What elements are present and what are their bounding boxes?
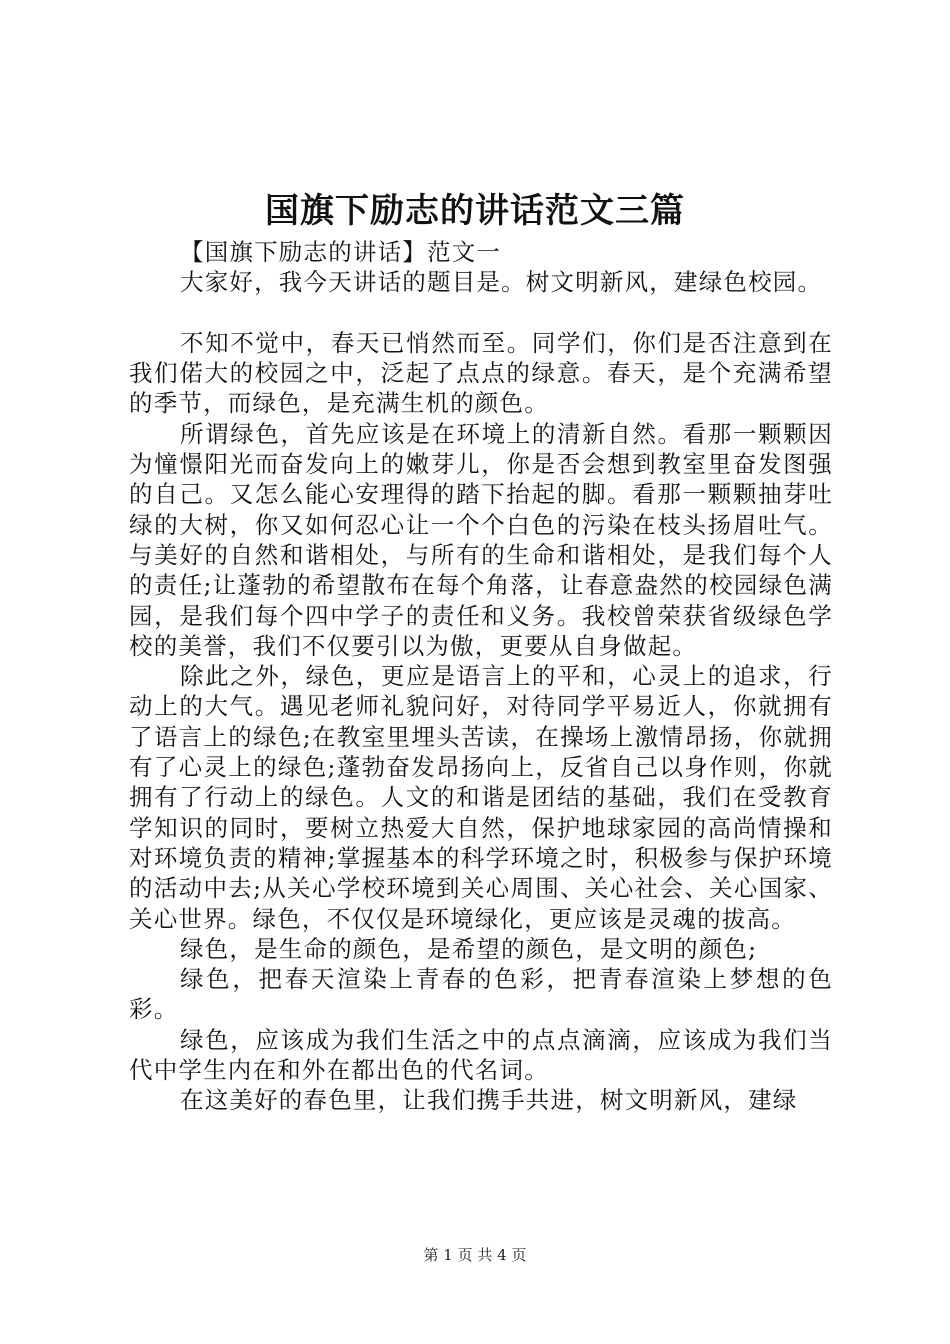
paragraph: 不知不觉中，春天已悄然而至。同学们，你们是否注意到在我们偌大的校园之中，泛起了点点的绿意。春天，是个充满希望的季节，而绿色，是充满生机的颜色。	[129, 328, 833, 418]
paragraph: 所谓绿色，首先应该是在环境上的清新自然。看那一颗颗因为憧憬阳光而奋发向上的嫩芽儿，你是否会想到教室里奋发图强的自己。又怎么能心安理得的踏下抬起的脚。看那一颗颗抽芽吐绿的大树，你又如何忍心让一个个白色的污染在枝头扬眉吐气。与美好的自然和谐相处，与所有的生命和谐相处，是我们每个人的责任;让蓬勃的希望散布在每个角落，让春意盎然的校园绿色满园，是我们每个四中学子的责任和义务。我校曾荣获省级绿色学校的美誉，我们不仅要引以为傲，更要从自身做起。	[129, 419, 833, 660]
paragraph: 在这美好的春色里，让我们携手共进，树文明新风，建绿	[180, 1086, 798, 1115]
section-heading: 【国旗下励志的讲话】范文一	[180, 238, 502, 266]
paragraph: 绿色，把春天渲染上青春的色彩，把青春渲染上梦想的色彩。	[129, 965, 833, 1024]
document-body	[129, 237, 833, 1116]
paragraph: 绿色，应该成为我们生活之中的点点滴滴，应该成为我们当代中学生内在和外在都出色的代名词。	[129, 1025, 833, 1085]
blank-line	[129, 298, 833, 328]
document-title: 国旗下励志的讲话范文三篇	[265, 191, 685, 231]
paragraph: 绿色，是生命的颜色，是希望的颜色，是文明的颜色;	[180, 934, 758, 963]
paragraph: 除此之外，绿色，更应是语言上的平和，心灵上的追求，行动上的大气。遇见老师礼貌问好，对待同学平易近人，你就拥有了语言上的绿色;在教室里埋头苦读，在操场上激情昂扬，你就拥有了心灵上的绿色;蓬勃奋发昂扬向上，反省自己以身作则，你就拥有了行动上的绿色。人文的和谐是团结的基础，我们在受教育学知识的同时，要树立热爱大自然，保护地球家园的高尚情操和对环境负责的精神;掌握基本的科学环境之时，积极参与保护环境的活动中去;从关心学校环境到关心周围、关心社会、关心国家、关心世界。绿色，不仅仅是环境绿化，更应该是灵魂的拔高。	[129, 662, 833, 933]
page-number-footer: 第 1 页 共 4 页	[423, 1246, 527, 1264]
paragraph-greeting: 大家好，我今天讲话的题目是。树文明新风，建绿色校园。	[180, 268, 823, 297]
